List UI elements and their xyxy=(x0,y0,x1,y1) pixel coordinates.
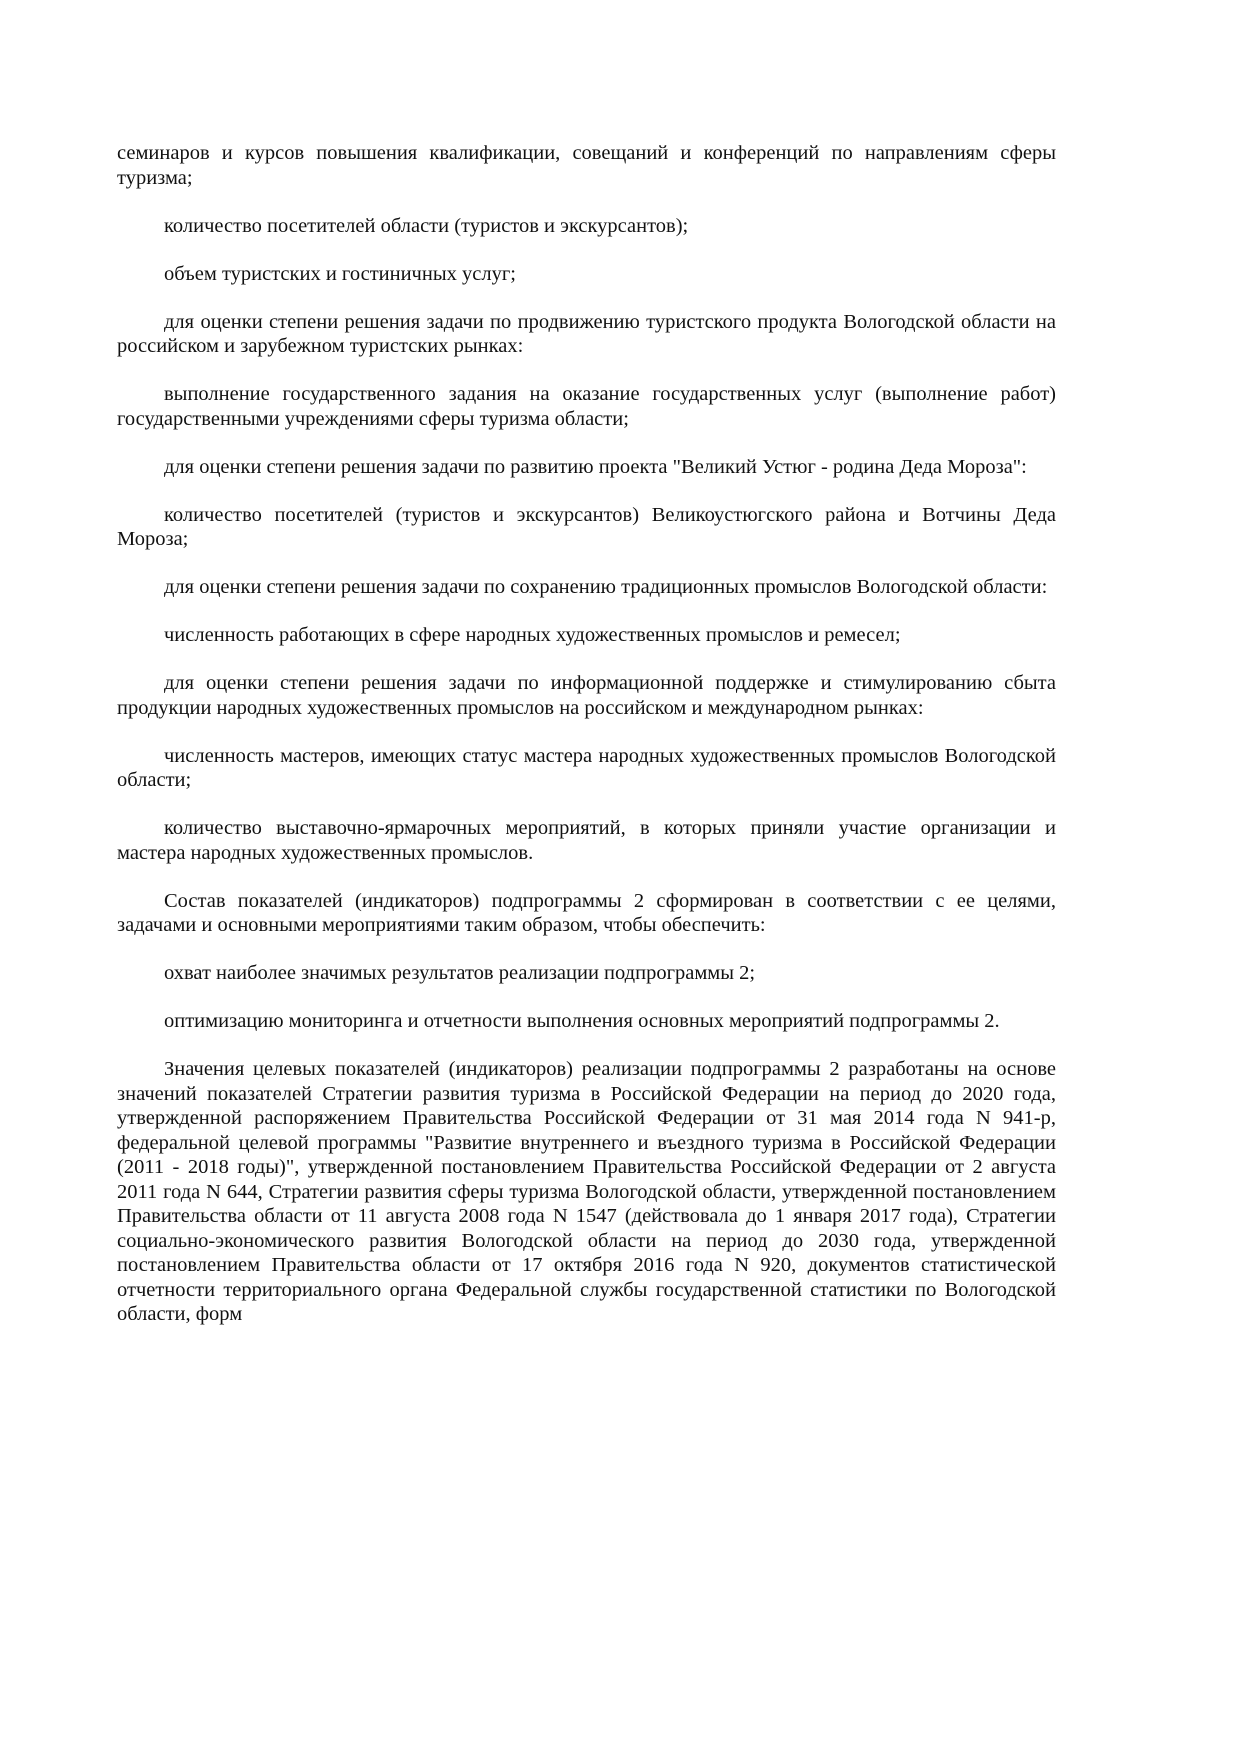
paragraph-veliky-ustyug-visitors: количество посетителей (туристов и экскурсантов) Великоустюгского района и Вотчины Деда Мороза; xyxy=(117,503,1056,550)
paragraph-crafts-preservation-task: для оценки степени решения задачи по сохранению традиционных промыслов Вологодской области: xyxy=(164,576,1048,598)
paragraph-indicators-composition: Состав показателей (индикаторов) подпрограммы 2 сформирован в соответствии с ее целями, задачами и основными мероприятиями таким образом, чтобы обеспечить: xyxy=(117,889,1056,936)
paragraph-masters-count: численность мастеров, имеющих статус мастера народных художественных промыслов Вологодской области; xyxy=(117,744,1056,791)
paragraph-crafts-workers: численность работающих в сфере народных художественных промыслов и ремесел; xyxy=(164,624,901,646)
document-page xyxy=(117,141,1056,1350)
paragraph-information-support-task: для оценки степени решения задачи по информационной поддержке и стимулированию сбыта продукции народных художественных промыслов на российском и международном рынках: xyxy=(117,672,1056,719)
paragraph-veliky-ustyug-task: для оценки степени решения задачи по развитию проекта "Великий Устюг - родина Деда Мороза": xyxy=(164,455,1027,478)
paragraph-services-volume: объем туристских и гостиничных услуг; xyxy=(164,262,516,285)
paragraph-coverage: охват наиболее значимых результатов реализации подпрограммы 2; xyxy=(164,962,756,984)
paragraph-promotion-task: для оценки степени решения задачи по продвижению туристского продукта Вологодской области на российском и зарубежном туристских рынках: xyxy=(117,310,1056,357)
paragraph-seminars-continuation: семинаров и курсов повышения квалификации, совещаний и конференций по направлениям сферы туризма; xyxy=(117,142,1056,189)
paragraph-visitors-count: количество посетителей области (туристов и экскурсантов); xyxy=(164,214,689,237)
paragraph-exhibitions-count: количество выставочно-ярмарочных мероприятий, в которых приняли участие организации и мастера народных художественных промыслов. xyxy=(117,817,1056,864)
paragraph-target-values-basis: Значения целевых показателей (индикаторов) реализации подпрограммы 2 разработаны на основе значений показателей Стратегии развития туризма в Российской Федерации на период до 2020 года, утвержденной распоряжением Правительства Российской Федерации от 31 мая 2014 года N 941-р, федеральной целевой программы "Развитие внутреннего и въездного туризма в Российской Федерации (2011 - 2018 годы)", утвержденной постановлением Правительства Российской Федерации от 2 августа 2011 года N 644, Стратегии развития сферы туризма Вологодской области, утвержденной постановлением Правительства области от 11 августа 2008 года N 1547 (действовала до 1 января 2017 года), Стратегии социально-экономического развития Вологодской области на период до 2030 года, утвержденной постановлением Правительства области от 17 октября 2016 года N 920, документов статистической отчетности территориального органа Федеральной службы государственной статистики по Вологодской области, форм xyxy=(117,1058,1056,1325)
paragraph-state-assignment: выполнение государственного задания на оказание государственных услуг (выполнение работ) государственными учреждениями сферы туризма области; xyxy=(117,383,1056,430)
paragraph-monitoring-optimization: оптимизацию мониторинга и отчетности выполнения основных мероприятий подпрограммы 2. xyxy=(164,1010,1000,1032)
